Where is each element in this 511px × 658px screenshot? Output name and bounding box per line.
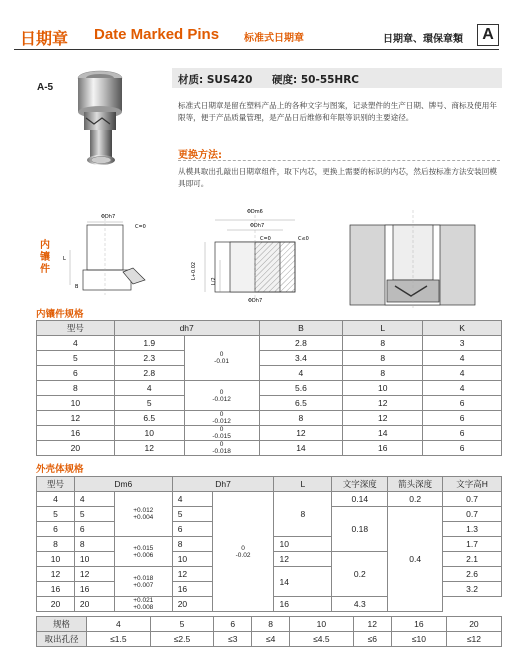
tolerance-cell — [184, 336, 259, 381]
tolerance-cell — [184, 411, 259, 426]
table-cell: 4 — [423, 351, 502, 366]
table-cell: 12 — [353, 617, 391, 632]
header-cell: 文字深度 — [332, 477, 388, 492]
dm6-label: ΦDm6 — [247, 209, 263, 215]
table-cell: 0.7 — [443, 492, 502, 507]
tol-lower: +0.006 — [133, 551, 154, 559]
table-cell: 20 — [74, 597, 114, 612]
dh7-label: ΦDh7 — [101, 214, 116, 220]
table-row — [37, 492, 502, 507]
table-cell: 2.8 — [259, 336, 343, 351]
table-cell: 5.6 — [259, 381, 343, 396]
table-cell: 3 — [423, 336, 502, 351]
side-label-char: 内 — [40, 240, 50, 251]
table-cell: 0.2 — [388, 492, 443, 507]
table-cell: 14 — [343, 426, 423, 441]
table-cell: 0.14 — [332, 492, 388, 507]
table-cell: 8 — [252, 617, 290, 632]
table-cell: 2.8 — [114, 366, 184, 381]
table-cell: 10 — [114, 426, 184, 441]
l2-label: L/2 — [211, 277, 217, 285]
table-cell: 0.7 — [443, 507, 502, 522]
table-cell: 4 — [37, 336, 115, 351]
table-cell: 16 — [172, 582, 212, 597]
table-cell: 20 — [172, 597, 212, 612]
header-cell: L — [274, 477, 332, 492]
l-label: L — [63, 256, 66, 262]
tol-lower: -0.012 — [212, 395, 231, 403]
table-cell: 6 — [423, 411, 502, 426]
insert-spec-table — [36, 320, 502, 456]
table-cell: 3.2 — [443, 582, 502, 597]
table-row — [37, 381, 502, 396]
table-cell: 6.5 — [259, 396, 343, 411]
table-cell: 8 — [172, 537, 212, 552]
method-divider — [178, 160, 500, 161]
table-cell: ≤6 — [353, 632, 391, 647]
table-row — [37, 396, 502, 411]
material-text: 材质: SUS420 — [178, 74, 253, 86]
table-cell: 5 — [37, 351, 115, 366]
table-row — [37, 336, 502, 351]
table-header-row — [37, 477, 502, 492]
tolerance-cell — [184, 441, 259, 456]
insert-drawing — [70, 218, 145, 295]
spec-row — [37, 617, 502, 632]
product-photo — [62, 68, 142, 188]
tol-lower: +0.004 — [133, 514, 154, 521]
table-cell: 12 — [172, 567, 212, 582]
table-cell: 8 — [343, 351, 423, 366]
table-cell: 16 — [37, 426, 115, 441]
table-cell: 0.4 — [388, 507, 443, 612]
table-cell: 12 — [74, 567, 114, 582]
shell-table-title: 外壳体规格 — [36, 464, 84, 475]
table-cell: 3.4 — [259, 351, 343, 366]
tol-upper: +0.012 — [133, 507, 154, 514]
table-cell: 20 — [446, 617, 501, 632]
tolerance-cell — [114, 597, 172, 612]
table-row — [37, 426, 502, 441]
table-cell: 12 — [37, 411, 115, 426]
hole-label: 取出孔径 — [37, 632, 87, 647]
header-cell: Dm6 — [74, 477, 172, 492]
tol-upper: +0.018 — [133, 574, 154, 582]
table-cell: 10 — [274, 537, 332, 552]
b-label: B — [75, 284, 79, 290]
table-cell: 14 — [259, 441, 343, 456]
table-cell: 2.3 — [114, 351, 184, 366]
tol-upper: 0 — [241, 544, 245, 552]
technical-drawings — [55, 200, 505, 310]
table-cell: 5 — [114, 396, 184, 411]
side-label-char: 镶 — [40, 252, 50, 263]
table-cell: 16 — [37, 582, 75, 597]
category-letter: A — [477, 24, 499, 46]
table-cell: 10 — [290, 617, 354, 632]
table-cell: 12 — [37, 567, 75, 582]
table-cell: 4 — [259, 366, 343, 381]
table-cell: 12 — [343, 411, 423, 426]
table-cell: 5 — [150, 617, 214, 632]
table-cell: 2.1 — [443, 552, 502, 567]
table-cell: 10 — [37, 396, 115, 411]
header-cell: B — [259, 321, 343, 336]
table-cell: ≤4.5 — [290, 632, 354, 647]
table-cell: 4 — [423, 381, 502, 396]
table-cell: 8 — [259, 411, 343, 426]
method-description: 从模具取出孔敲出日期章组件，取下内芯，更换上需要的标识的内芯，然后按标准方法安装回模具即可。 — [178, 167, 497, 188]
table-cell: 6.5 — [114, 411, 184, 426]
insert-side-label — [38, 240, 52, 276]
table-cell: 20 — [37, 597, 75, 612]
tol-upper: 0 — [219, 351, 224, 358]
table-cell: 2.6 — [443, 567, 502, 582]
table-cell: 8 — [37, 381, 115, 396]
table-row — [37, 411, 502, 426]
table-cell: 8 — [74, 537, 114, 552]
hardness-text: 硬度: 50-55HRC — [272, 74, 360, 86]
table-cell: 6 — [172, 522, 212, 537]
table-cell: 1.9 — [114, 336, 184, 351]
title-subtitle: 标准式日期章 — [244, 33, 304, 44]
header-cell: 箭头深度 — [388, 477, 443, 492]
table-cell: 6 — [423, 426, 502, 441]
tol-lower: -0.018 — [212, 448, 231, 455]
table-cell: ≤1.5 — [87, 632, 151, 647]
spec-label: 规格 — [37, 617, 87, 632]
table-cell: 10 — [343, 381, 423, 396]
table-cell: 12 — [274, 552, 332, 567]
tol-lower: -0.012 — [212, 418, 231, 425]
tol-upper: 0 — [219, 411, 224, 418]
tol-lower: +0.008 — [133, 604, 154, 611]
header-cell: dh7 — [114, 321, 259, 336]
table-cell: 4 — [172, 492, 212, 507]
tol-lower: +0.007 — [133, 581, 154, 589]
c0-label: C=0 — [135, 224, 146, 230]
c0-shell-label: C=0 — [260, 236, 271, 242]
table-cell: 16 — [74, 582, 114, 597]
table-cell: 5 — [37, 507, 75, 522]
table-cell: 6 — [37, 366, 115, 381]
table-cell: 20 — [37, 441, 115, 456]
table-cell: 8 — [343, 336, 423, 351]
table-cell: 0.2 — [332, 552, 388, 597]
table-cell: 8 — [37, 537, 75, 552]
hole-row — [37, 632, 502, 647]
table-cell: ≤10 — [391, 632, 446, 647]
table-cell: 6 — [214, 617, 252, 632]
table-cell: 6 — [423, 441, 502, 456]
title-cn: 日期章 — [20, 29, 69, 48]
tolerance-cell — [114, 537, 172, 567]
table-cell: ≤12 — [446, 632, 501, 647]
table-cell: 4.3 — [332, 597, 388, 612]
extraction-hole-table — [36, 616, 502, 647]
table-cell: 12 — [114, 441, 184, 456]
tol-lower: -0.02 — [235, 551, 251, 559]
tol-upper: +0.015 — [133, 544, 154, 552]
header-cell: 文字高H — [443, 477, 502, 492]
header-cell: K — [423, 321, 502, 336]
header-cell: 型号 — [37, 321, 115, 336]
table-cell: 5 — [74, 507, 114, 522]
table-cell: 16 — [343, 441, 423, 456]
table-row — [37, 441, 502, 456]
method-title: 更换方法: — [178, 150, 222, 161]
table-cell: 4 — [74, 492, 114, 507]
dh7-bottom-label: ΦDh7 — [248, 298, 263, 304]
insert-table-title: 内镶件规格 — [36, 309, 84, 320]
tolerance-cell — [114, 567, 172, 597]
tol-upper: 0 — [219, 441, 224, 448]
side-label-char: 件 — [40, 264, 50, 275]
header-cell: L — [343, 321, 423, 336]
product-description: 标准式日期章是留在塑料产品上的各种文字与图案，记录塑件的生产日期、牌号、商标及使用年限等，便于产品质量管理，是产品日后维修和年限等识别的主要途径。 — [178, 101, 497, 122]
tol-lower: -0.015 — [212, 433, 231, 440]
tol-upper: 0 — [219, 426, 224, 433]
table-cell: 4 — [423, 366, 502, 381]
title-en: Date Marked Pins — [94, 26, 220, 43]
table-cell: 14 — [274, 567, 332, 597]
c03-label: C≤0 — [298, 236, 309, 242]
section-drawing — [350, 210, 475, 308]
table-cell: 4 — [37, 492, 75, 507]
table-cell: 12 — [343, 396, 423, 411]
tolerance-cell — [114, 492, 172, 537]
table-cell: 5 — [172, 507, 212, 522]
table-cell: 0.18 — [332, 507, 388, 552]
table-cell: 6 — [423, 396, 502, 411]
table-cell: ≤2.5 — [150, 632, 214, 647]
table-header-row — [37, 321, 502, 336]
tolerance-cell — [184, 426, 259, 441]
table-row — [37, 351, 502, 366]
tol-lower: -0.01 — [214, 358, 229, 365]
header-cell: 型号 — [37, 477, 75, 492]
table-cell: 10 — [74, 552, 114, 567]
table-cell: 4 — [87, 617, 151, 632]
spec-bar — [172, 68, 502, 88]
tolerance-cell — [184, 381, 259, 411]
dh7-shell-label: ΦDh7 — [250, 223, 265, 229]
model-label: A-5 — [37, 82, 54, 93]
table-cell: 8 — [343, 366, 423, 381]
tol-upper: 0 — [219, 388, 224, 396]
l002-label: L+0.02 — [191, 261, 197, 280]
table-cell: ≤4 — [252, 632, 290, 647]
table-cell: 12 — [259, 426, 343, 441]
category-label: 日期章、環保章類 — [383, 34, 463, 45]
shell-spec-table — [36, 476, 502, 612]
table-cell: 6 — [74, 522, 114, 537]
tol-upper: +0.021 — [133, 597, 154, 604]
tolerance-cell — [212, 492, 274, 612]
table-cell: 6 — [37, 522, 75, 537]
table-cell: ≤3 — [214, 632, 252, 647]
table-cell: 16 — [391, 617, 446, 632]
table-cell: 4 — [114, 381, 184, 396]
page-header — [14, 22, 499, 50]
table-cell: 10 — [172, 552, 212, 567]
table-cell: 1.7 — [443, 537, 502, 552]
table-row — [37, 366, 502, 381]
table-cell: 10 — [37, 552, 75, 567]
header-cell: Dh7 — [172, 477, 274, 492]
table-cell: 1.3 — [443, 522, 502, 537]
table-cell: 16 — [274, 597, 332, 612]
table-cell: 8 — [274, 492, 332, 537]
